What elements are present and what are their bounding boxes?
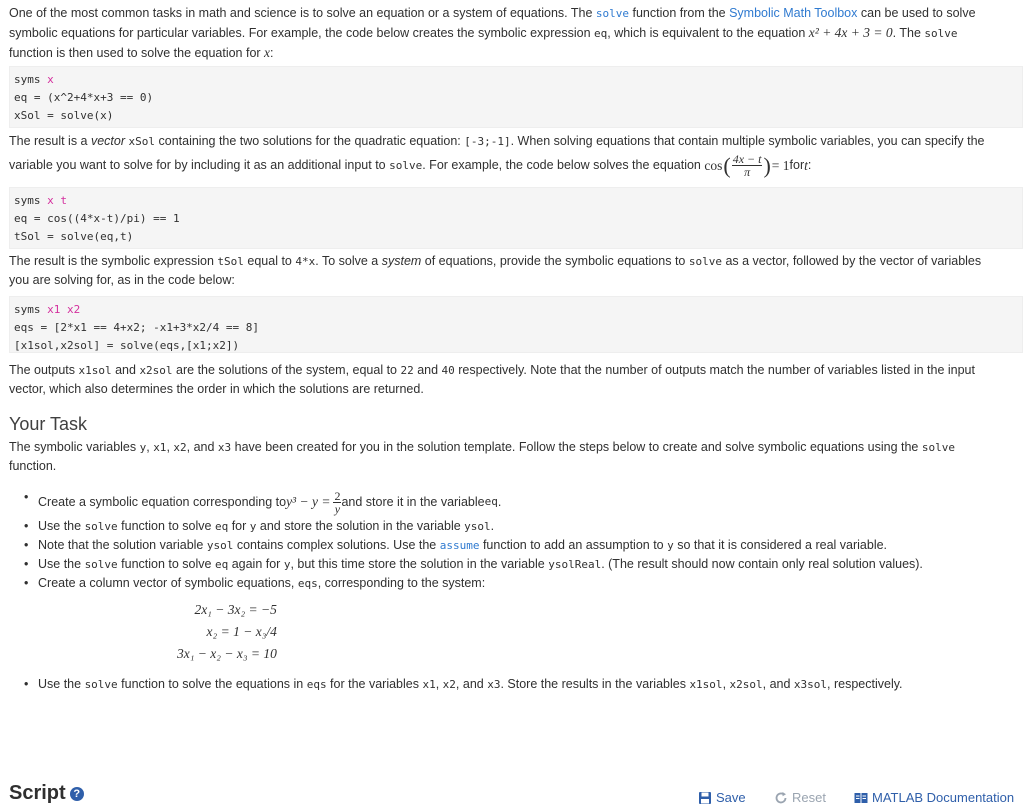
text: The outputs	[9, 363, 79, 377]
code-line: syms x t	[14, 194, 67, 207]
text: . When solving equations that contain multiple symbolic variables, you can specify the	[510, 134, 985, 148]
task-description: The symbolic variables y, x1, x2, and x3 have been created for you in the solution template. Follow the steps below to create and solve symbolic equations using the solve function.	[9, 440, 955, 473]
text: respectively. Note that the number of outputs match the number of variables listed in the input	[454, 363, 975, 377]
system-equation-1: 2x₁ − 3x₂ = −5	[194, 602, 277, 617]
tsol-value-code: 4*x	[295, 255, 316, 268]
paragraph-4	[9, 361, 999, 399]
code-line: syms x	[14, 73, 54, 86]
text: . To solve a	[315, 254, 382, 268]
code-line: eq = cos((4*x-t)/pi) == 1	[14, 212, 180, 225]
solve-code: solve	[389, 158, 423, 172]
var-x: x	[264, 45, 271, 60]
text: as a vector, followed by the vector of variables	[721, 254, 982, 268]
code-line: tSol = solve(eq,t)	[14, 230, 134, 243]
your-task-heading: Your Task	[9, 414, 88, 434]
text: function is then used to solve the equation for	[9, 46, 265, 60]
reset-label: Reset	[792, 790, 826, 805]
text: function.	[9, 459, 57, 473]
text: . The	[892, 26, 925, 40]
eq-code: eq	[594, 27, 608, 40]
text: The result is a	[9, 134, 91, 148]
code-example-3	[9, 296, 1023, 353]
matlab-documentation-link[interactable]	[854, 790, 1014, 805]
value-40-code: 40	[441, 364, 455, 377]
text: The symbolic variables	[9, 440, 140, 454]
task-steps-list	[38, 488, 998, 593]
equals-one: = 1	[771, 157, 790, 173]
task-step-4: • Use the solve function to solve eq again for y, but this time store the solution in the variable ysolReal. (The result should now contain only real solution values).	[38, 555, 998, 574]
documentation-icon	[854, 791, 868, 805]
script-title	[9, 782, 84, 805]
solve-code: solve	[921, 441, 955, 454]
system-equation-3: 3x₁ − x₂ − x₃ = 10	[177, 646, 277, 661]
task-step-5: • Create a column vector of symbolic equations, eqs, corresponding to the system:	[38, 574, 998, 593]
var-t: t	[804, 157, 808, 173]
text: can be used to solve	[857, 6, 976, 20]
task-step-1: • Create a symbolic equation corresponding to y³ − y = $\frac{2}{y}$ and store it in the variable eq .	[38, 488, 998, 516]
code-line: xSol = solve(x)	[14, 109, 114, 122]
paragraph-2	[9, 132, 999, 151]
paragraph-2-line-2	[9, 152, 999, 178]
text: . For example, the code below solves the equation	[422, 157, 701, 172]
text: One of the most common tasks in math and science is to solve an equation or a system of equations. The	[9, 6, 596, 20]
x1sol-code: x1sol	[78, 364, 112, 377]
text: symbolic equations for particular variables. For example, the code below creates the symbolic expression	[9, 26, 594, 40]
quadratic-equation: x² + 4x + 3 = 0	[808, 25, 893, 40]
paren-left: (	[723, 152, 731, 178]
tsol-code: tSol	[217, 255, 244, 268]
cos-argument-fraction: $\frac{4x - t}{\pi}$	[732, 151, 762, 179]
task-step-2: • Use the solve function to solve eq for y and store the solution in the variable ysol.	[38, 517, 998, 536]
code-example-2	[9, 187, 1023, 249]
save-button[interactable]	[698, 790, 746, 805]
text: and	[111, 363, 140, 377]
text: are the solutions of the system, equal to	[172, 363, 401, 377]
xsol-code: xSol	[128, 135, 156, 148]
task-steps-list-continued	[38, 675, 998, 694]
script-toolbar	[0, 780, 1024, 810]
code-line: syms x1 x2	[14, 303, 81, 316]
cos-fn: cos	[704, 157, 723, 173]
code-line: eqs = [2*x1 == 4+x2; -x1+3*x2/4 == 8]	[14, 321, 260, 334]
text: equal to	[243, 254, 296, 268]
code-line: eq = (x^2+4*x+3 == 0)	[14, 91, 154, 104]
task-step-3: • Note that the solution variable ysol contains complex solutions. Use the assume function to add an assumption to y so that it is considered a real variable.	[38, 536, 998, 555]
solve-code: solve	[688, 255, 722, 268]
system-equation-2: x₂ = 1 − x₃/4	[206, 624, 277, 639]
code-line: [x1sol,x2sol] = solve(eqs,[x1;x2])	[14, 339, 240, 352]
task-step-6: • Use the solve function to solve the equations in eqs for the variables x1, x2, and x3. Store the results in the variables x1sol, x2sol, and x3sol, respectively.	[38, 675, 998, 694]
x2sol-code: x2sol	[139, 364, 173, 377]
text: , which is equivalent to the equation	[607, 26, 809, 40]
text: The result is the symbolic expression	[9, 254, 218, 268]
equation-system	[177, 602, 277, 668]
text: variable you want to solve for by including it as an additional input to	[9, 157, 386, 172]
text: of equations, provide the symbolic equations to	[421, 254, 689, 268]
text: have been created for you in the solution template. Follow the steps below to create and solve symbolic equations using the	[231, 440, 922, 454]
intro-paragraph	[9, 4, 999, 63]
text: you are solving for, as in the code below:	[9, 273, 235, 287]
two-over-y-fraction: $\frac{2}{y}$	[334, 488, 341, 516]
text: :	[270, 46, 274, 60]
solutions-code: [-3;-1]	[464, 135, 511, 148]
text: and	[413, 363, 442, 377]
reset-icon	[774, 791, 788, 805]
text: vector, which also determines the order in which the solutions are returned.	[9, 382, 424, 396]
assume-link[interactable]: assume	[439, 539, 480, 552]
text: function from the	[629, 6, 730, 20]
save-label: Save	[716, 790, 746, 805]
solve-code: solve	[924, 27, 958, 40]
help-icon[interactable]: ?	[70, 787, 84, 801]
text: for	[789, 157, 805, 172]
documentation-label: MATLAB Documentation	[872, 790, 1015, 805]
symbolic-math-toolbox-link[interactable]: Symbolic Math Toolbox	[729, 6, 858, 20]
value-22-code: 22	[400, 364, 414, 377]
reset-button[interactable]	[774, 790, 826, 805]
paragraph-3	[9, 252, 999, 290]
text: containing the two solutions for the quadratic equation:	[155, 134, 465, 148]
text: :	[807, 157, 812, 172]
system-emphasis: system	[381, 254, 422, 268]
solve-code: solve	[595, 7, 630, 20]
y-equation: y³ − y =	[286, 494, 331, 509]
paren-right: )	[763, 152, 771, 178]
vector-emphasis: vector	[90, 134, 126, 148]
code-example-1	[9, 66, 1023, 128]
script-label: Script	[9, 782, 66, 804]
save-icon	[698, 791, 712, 805]
